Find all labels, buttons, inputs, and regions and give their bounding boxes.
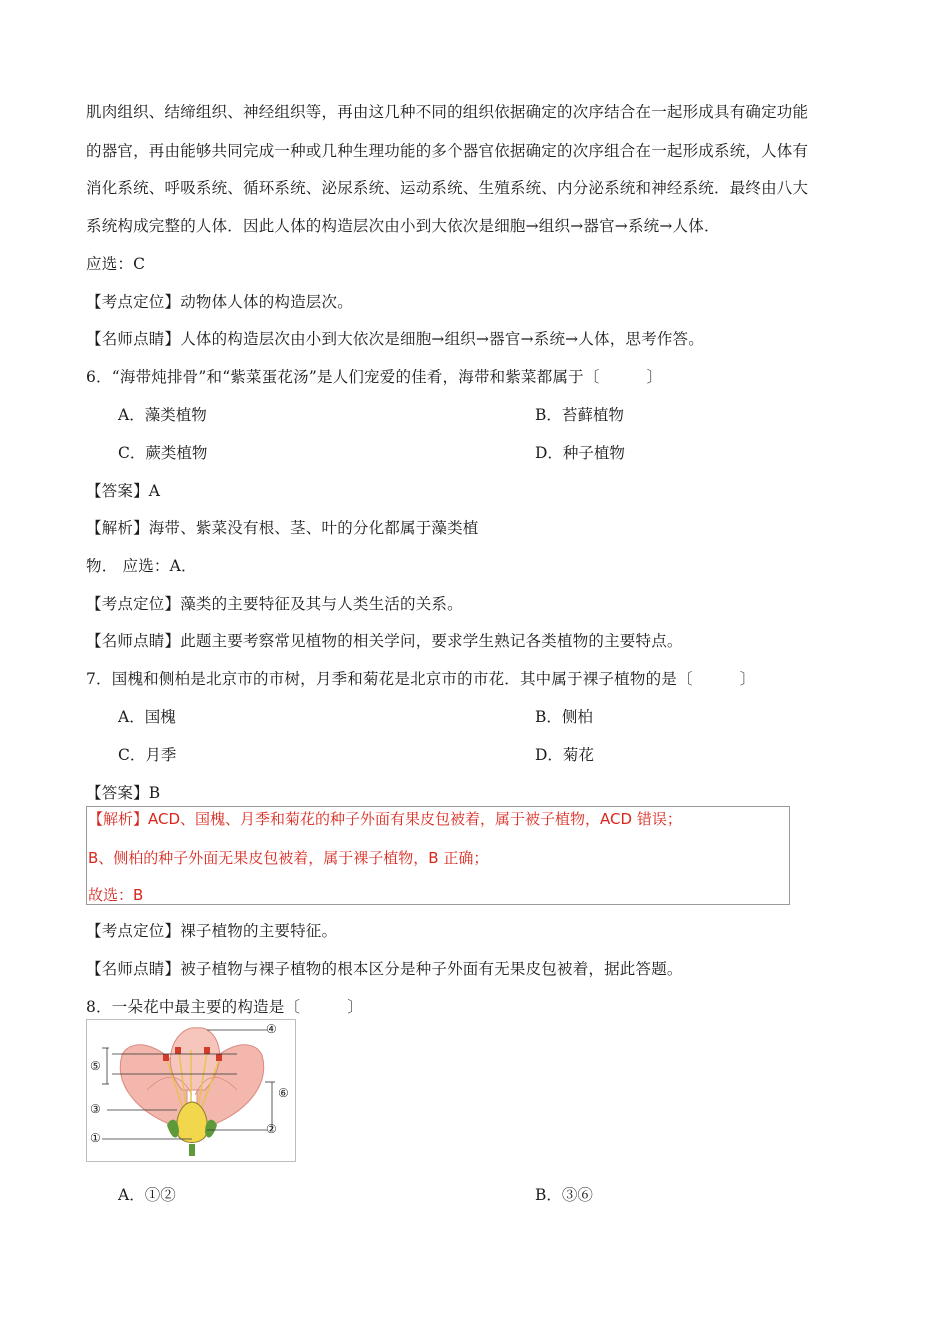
- label-4: ④: [266, 1022, 277, 1036]
- question-6-stem: 6．“海带炖排骨”和“紫菜蛋花汤”是人们宠爱的佳肴，海带和紫菜都属于〔 〕: [86, 368, 663, 386]
- q6-analysis-2: 物． 应选：A．: [86, 557, 197, 575]
- label-3: ③: [90, 1102, 101, 1116]
- answer-choice-5: 应选：C: [86, 255, 146, 273]
- q6-point: 【考点定位】藻类的主要特征及其与人类生活的关系。: [86, 595, 463, 613]
- label-6: ⑥: [278, 1086, 289, 1100]
- question-8-stem: 8．一朵花中最主要的构造是〔 〕: [86, 998, 363, 1016]
- q8-option-a: A．①②: [118, 1186, 176, 1204]
- q7-tip: 【名师点睛】被子植物与裸子植物的根本区分是种子外面有无果皮包被着，据此答题。: [86, 960, 683, 978]
- line-3: 消化系统、呼吸系统、循环系统、泌尿系统、运动系统、生殖系统、内分泌系统和神经系统．最终由八大: [86, 179, 809, 197]
- q7-option-a: A．国槐: [118, 708, 176, 726]
- label-5: ⑤: [90, 1059, 101, 1073]
- question-7-stem: 7．国槐和侧柏是北京市的市树，月季和菊花是北京市的市花．其中属于裸子植物的是〔 〕: [86, 670, 756, 688]
- label-1: ①: [90, 1131, 101, 1145]
- q7-point: 【考点定位】裸子植物的主要特征。: [86, 922, 338, 940]
- label-2: ②: [266, 1122, 277, 1136]
- q8-option-b: B．③⑥: [535, 1186, 593, 1204]
- line-1: 肌肉组织、结缔组织、神经组织等，再由这几种不同的组织依据确定的次序结合在一起形成具有确定功能: [86, 103, 809, 121]
- tip-5: 【名师点睛】人体的构造层次由小到大依次是细胞→组织→器官→系统→人体，思考作答。: [86, 330, 704, 348]
- q7-option-b: B．侧柏: [535, 708, 593, 726]
- line-4: 系统构成完整的人体．因此人体的构造层次由小到大依次是细胞→组织→器官→系统→人体．: [86, 217, 720, 235]
- q7-answer: 【答案】B: [86, 784, 161, 802]
- q7-option-d: D．菊花: [535, 746, 594, 764]
- line-2: 的器官，再由能够共同完成一种或几种生理功能的多个器官依据确定的次序组合在一起形成系统，人体有: [86, 142, 809, 160]
- q7-analysis-red-2: B、侧柏的种子外面无果皮包被着，属于裸子植物，B 正确；: [88, 849, 489, 867]
- q6-option-b: B．苔藓植物: [535, 406, 624, 424]
- point-5: 【考点定位】动物体人体的构造层次。: [86, 293, 353, 311]
- flower-illustration: [87, 1020, 295, 1161]
- q6-option-a: A．藻类植物: [118, 406, 207, 424]
- q6-option-c: C．蕨类植物: [118, 444, 208, 462]
- q7-analysis-red-3: 故选：B: [88, 886, 144, 904]
- flower-diagram: [86, 1019, 296, 1162]
- q6-answer: 【答案】A: [86, 482, 161, 500]
- q6-tip: 【名师点睛】此题主要考察常见植物的相关学问，要求学生熟记各类植物的主要特点。: [86, 632, 683, 650]
- q7-option-c: C．月季: [118, 746, 177, 764]
- q6-analysis-1: 【解析】海带、紫菜没有根、茎、叶的分化都属于藻类植: [86, 519, 479, 537]
- q6-option-d: D．种子植物: [535, 444, 625, 462]
- q7-analysis-red-1: 【解析】ACD、国槐、月季和菊花的种子外面有果皮包被着，属于被子植物，ACD 错误；: [88, 810, 682, 828]
